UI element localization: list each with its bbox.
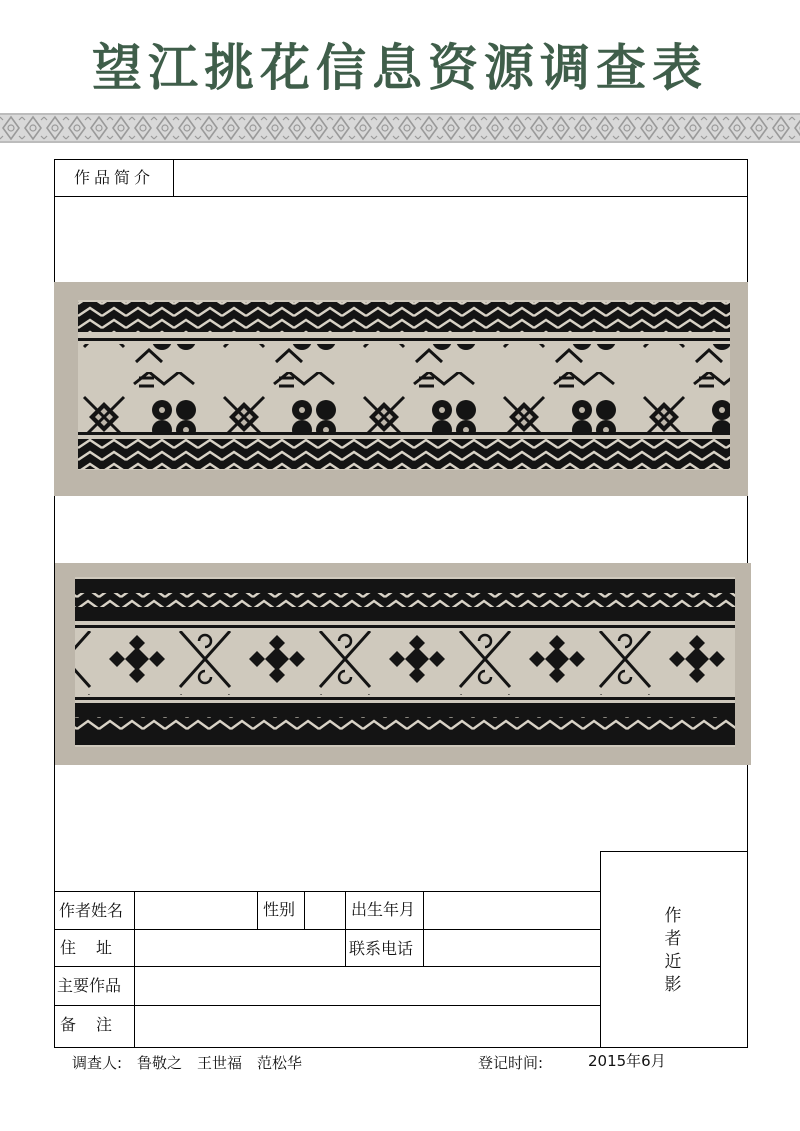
birth-label-right — [423, 891, 424, 966]
author-photo-label: 作者近影 — [664, 906, 682, 995]
cross-stitch-band-flowers-icon — [54, 282, 748, 496]
author-name-label: 作者姓名 — [59, 901, 124, 920]
registration-date-label: 登记时间: — [478, 1054, 544, 1072]
form-row-line-1 — [54, 891, 601, 892]
gender-label-left — [257, 891, 258, 929]
registration-date-value: 2015年6月 — [588, 1052, 666, 1070]
form-row-line-4 — [54, 1005, 601, 1006]
form-row-line-2 — [54, 929, 601, 930]
cross-stitch-band-diamonds-icon — [55, 563, 751, 765]
photo-box-left — [600, 851, 601, 1048]
intro-row-divider — [54, 196, 748, 197]
gender-label: 性别 — [263, 900, 296, 919]
embroidery-photo-1 — [54, 282, 748, 496]
form-row-line-3 — [54, 966, 601, 967]
investigator-names: 鲁敬之 王世福 范松华 — [137, 1054, 303, 1072]
label-column-divider — [134, 891, 135, 1048]
remarks-label: 备 注 — [60, 1015, 115, 1034]
address-label: 住 址 — [60, 938, 115, 957]
intro-label-divider — [173, 159, 174, 196]
gender-label-right — [304, 891, 305, 929]
gender-value-right — [345, 891, 346, 966]
page-title: 望江挑花信息资源调查表 — [92, 38, 708, 97]
decorative-border-band — [0, 113, 800, 143]
intro-label: 作品简介 — [74, 168, 155, 187]
photo-box-top — [600, 851, 748, 852]
investigator-label: 调查人: — [72, 1054, 123, 1072]
phone-label: 联系电话 — [349, 939, 414, 958]
birth-date-label: 出生年月 — [351, 900, 416, 919]
main-works-label: 主要作品 — [57, 976, 122, 995]
embroidery-photo-2 — [55, 563, 751, 765]
